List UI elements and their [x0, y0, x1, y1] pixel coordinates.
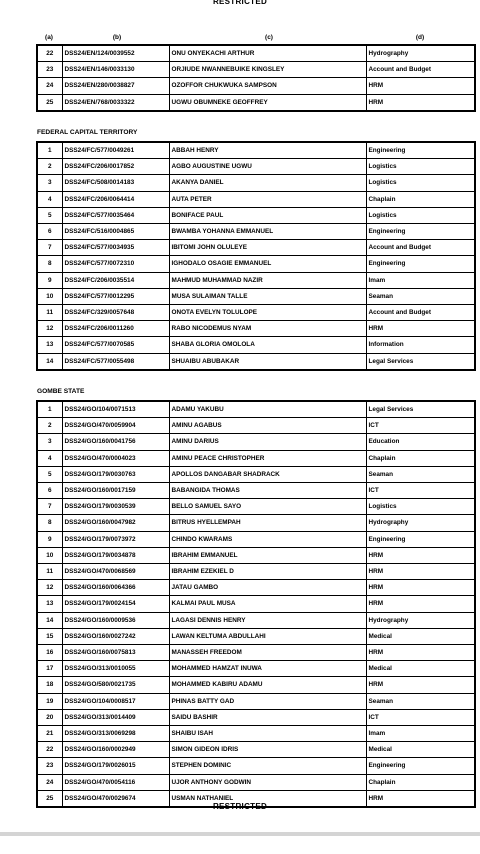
row-number-cell: 3 — [37, 175, 62, 191]
department-cell: HRM — [366, 321, 475, 337]
fct-table — [36, 141, 476, 371]
table-row — [37, 288, 475, 304]
department-cell: Engineering — [366, 531, 475, 547]
full-name-cell: OZOFFOR CHUKWUKA SAMPSON — [169, 78, 366, 94]
table-row — [37, 175, 475, 191]
department-cell: Chaplain — [366, 774, 475, 790]
department-cell: Imam — [366, 726, 475, 742]
department-cell: Education — [366, 434, 475, 450]
full-name-cell: SHUAIBU ABUBAKAR — [169, 353, 366, 370]
service-number-cell: DSS24/GO/179/0073972 — [62, 531, 169, 547]
full-name-cell: AGBO AUGUSTINE UGWU — [169, 159, 366, 175]
table-row — [37, 466, 475, 482]
full-name-cell: MOHAMMED KABIRU ADAMU — [169, 677, 366, 693]
table-row — [37, 191, 475, 207]
full-name-cell: APOLLOS DANGABAR SHADRACK — [169, 466, 366, 482]
section-title-fct: FEDERAL CAPITAL TERRITORY — [37, 129, 138, 136]
service-number-cell: DSS24/GO/470/0004023 — [62, 450, 169, 466]
table-row — [37, 272, 475, 288]
table-row — [37, 240, 475, 256]
service-number-cell: DSS24/GO/160/0002949 — [62, 742, 169, 758]
service-number-cell: DSS24/FC/577/0070585 — [62, 337, 169, 353]
row-number-cell: 13 — [37, 596, 62, 612]
department-cell: Hydrography — [366, 515, 475, 531]
table-row — [37, 159, 475, 175]
table-row — [37, 418, 475, 434]
service-number-cell: DSS24/FC/577/0055498 — [62, 353, 169, 370]
table-row — [37, 401, 475, 418]
service-number-cell: DSS24/GO/179/0034878 — [62, 547, 169, 563]
full-name-cell: SAIDU BASHIR — [169, 709, 366, 725]
full-name-cell: CHINDO KWARAMS — [169, 531, 366, 547]
row-number-cell: 18 — [37, 677, 62, 693]
service-number-cell: DSS24/GO/179/0030539 — [62, 499, 169, 515]
service-number-cell: DSS24/FC/206/0035514 — [62, 272, 169, 288]
gombe-table — [36, 400, 476, 808]
full-name-cell: IBRAHIM EZEKIEL D — [169, 564, 366, 580]
full-name-cell: PHINAS BATTY GAD — [169, 693, 366, 709]
department-cell: Medical — [366, 661, 475, 677]
table-row — [37, 256, 475, 272]
full-name-cell: KALMAI PAUL MUSA — [169, 596, 366, 612]
service-number-cell: DSS24/FC/508/0014183 — [62, 175, 169, 191]
row-number-cell: 14 — [37, 612, 62, 628]
row-number-cell: 24 — [37, 78, 62, 94]
row-number-cell: 10 — [37, 547, 62, 563]
table-row — [37, 515, 475, 531]
table-row — [37, 450, 475, 466]
department-cell: Legal Services — [366, 401, 475, 418]
table-row — [37, 224, 475, 240]
department-cell: Chaplain — [366, 191, 475, 207]
service-number-cell: DSS24/GO/160/0017159 — [62, 483, 169, 499]
service-number-cell: DSS24/FC/206/0017852 — [62, 159, 169, 175]
table-row — [37, 596, 475, 612]
department-cell: HRM — [366, 547, 475, 563]
row-number-cell: 2 — [37, 159, 62, 175]
department-cell: HRM — [366, 790, 475, 807]
table-row — [37, 434, 475, 450]
service-number-cell: DSS24/GO/160/0027242 — [62, 628, 169, 644]
department-cell: HRM — [366, 94, 475, 111]
full-name-cell: BITRUS HYELLEMPAH — [169, 515, 366, 531]
department-cell: HRM — [366, 645, 475, 661]
full-name-cell: IGHODALO OSAGIE EMMANUEL — [169, 256, 366, 272]
full-name-cell: SHAIBU ISAH — [169, 726, 366, 742]
table-row — [37, 758, 475, 774]
department-cell: Chaplain — [366, 450, 475, 466]
full-name-cell: BONIFACE PAUL — [169, 207, 366, 223]
enugu-table-continued — [36, 44, 476, 112]
full-name-cell: AMINU DARIUS — [169, 434, 366, 450]
full-name-cell: AMINU PEACE CHRISTOPHER — [169, 450, 366, 466]
table-row — [37, 612, 475, 628]
service-number-cell: DSS24/EN/280/0038827 — [62, 78, 169, 94]
department-cell: Logistics — [366, 159, 475, 175]
table-row — [37, 531, 475, 547]
row-number-cell: 1 — [37, 401, 62, 418]
full-name-cell: SIMON GIDEON IDRIS — [169, 742, 366, 758]
full-name-cell: MUSA SULAIMAN TALLE — [169, 288, 366, 304]
row-number-cell: 22 — [37, 45, 62, 62]
service-number-cell: DSS24/GO/104/0008517 — [62, 693, 169, 709]
row-number-cell: 2 — [37, 418, 62, 434]
row-number-cell: 19 — [37, 693, 62, 709]
department-cell: ICT — [366, 418, 475, 434]
table-row — [37, 142, 475, 159]
table-row — [37, 62, 475, 78]
row-number-cell: 15 — [37, 628, 62, 644]
row-number-cell: 25 — [37, 94, 62, 111]
service-number-cell: DSS24/GO/160/0047982 — [62, 515, 169, 531]
row-number-cell: 1 — [37, 142, 62, 159]
department-cell: Legal Services — [366, 353, 475, 370]
table-row — [37, 547, 475, 563]
row-number-cell: 6 — [37, 224, 62, 240]
table-row — [37, 580, 475, 596]
department-cell: Medical — [366, 628, 475, 644]
row-number-cell: 11 — [37, 564, 62, 580]
column-header-d: (d) — [415, 34, 425, 41]
table-row — [37, 78, 475, 94]
service-number-cell: DSS24/GO/179/0030763 — [62, 466, 169, 482]
service-number-cell: DSS24/GO/313/0010055 — [62, 661, 169, 677]
department-cell: HRM — [366, 596, 475, 612]
table-row — [37, 207, 475, 223]
service-number-cell: DSS24/EN/146/0033130 — [62, 62, 169, 78]
table-row — [37, 709, 475, 725]
full-name-cell: RABO NICODEMUS NYAM — [169, 321, 366, 337]
department-cell: Seaman — [366, 466, 475, 482]
full-name-cell: BABANGIDA THOMAS — [169, 483, 366, 499]
row-number-cell: 7 — [37, 499, 62, 515]
table-row — [37, 305, 475, 321]
viewer-bottom-bar — [0, 832, 480, 854]
service-number-cell: DSS24/GO/580/0021735 — [62, 677, 169, 693]
table-row — [37, 499, 475, 515]
column-header-c: (c) — [265, 34, 273, 41]
service-number-cell: DSS24/FC/577/0035464 — [62, 207, 169, 223]
section-title-gombe: GOMBE STATE — [37, 388, 85, 395]
full-name-cell: ABBAH HENRY — [169, 142, 366, 159]
department-cell: Account and Budget — [366, 240, 475, 256]
row-number-cell: 10 — [37, 288, 62, 304]
row-number-cell: 11 — [37, 305, 62, 321]
row-number-cell: 14 — [37, 353, 62, 370]
table-row — [37, 94, 475, 111]
department-cell: Seaman — [366, 693, 475, 709]
service-number-cell: DSS24/FC/206/0011260 — [62, 321, 169, 337]
full-name-cell: STEPHEN DOMINIC — [169, 758, 366, 774]
department-cell: ICT — [366, 709, 475, 725]
row-number-cell: 24 — [37, 774, 62, 790]
service-number-cell: DSS24/FC/577/0034935 — [62, 240, 169, 256]
row-number-cell: 4 — [37, 450, 62, 466]
table-row — [37, 45, 475, 62]
table-row — [37, 353, 475, 370]
service-number-cell: DSS24/FC/206/0064414 — [62, 191, 169, 207]
service-number-cell: DSS24/GO/104/0071513 — [62, 401, 169, 418]
table-row — [37, 483, 475, 499]
department-cell: Logistics — [366, 175, 475, 191]
table-row — [37, 321, 475, 337]
full-name-cell: LAGASI DENNIS HENRY — [169, 612, 366, 628]
service-number-cell: DSS24/GO/160/0075813 — [62, 645, 169, 661]
row-number-cell: 5 — [37, 207, 62, 223]
full-name-cell: ORJIUDE NWANNEBUIKE KINGSLEY — [169, 62, 366, 78]
full-name-cell: AKANYA DANIEL — [169, 175, 366, 191]
full-name-cell: MAHMUD MUHAMMAD NAZIR — [169, 272, 366, 288]
service-number-cell: DSS24/FC/577/0049261 — [62, 142, 169, 159]
full-name-cell: ONOTA EVELYN TOLULOPE — [169, 305, 366, 321]
full-name-cell: AUTA PETER — [169, 191, 366, 207]
service-number-cell: DSS24/GO/160/0041756 — [62, 434, 169, 450]
full-name-cell: JATAU GAMBO — [169, 580, 366, 596]
table-row — [37, 774, 475, 790]
department-cell: Account and Budget — [366, 305, 475, 321]
full-name-cell: USMAN NATHANIEL — [169, 790, 366, 807]
classification-header: RESTRICTED — [212, 0, 268, 6]
department-cell: Engineering — [366, 142, 475, 159]
full-name-cell: BWAMBA YOHANNA EMMANUEL — [169, 224, 366, 240]
service-number-cell: DSS24/GO/470/0059904 — [62, 418, 169, 434]
service-number-cell: DSS24/GO/313/0069298 — [62, 726, 169, 742]
row-number-cell: 13 — [37, 337, 62, 353]
service-number-cell: DSS24/FC/329/0057648 — [62, 305, 169, 321]
department-cell: Logistics — [366, 207, 475, 223]
row-number-cell: 3 — [37, 434, 62, 450]
row-number-cell: 8 — [37, 515, 62, 531]
service-number-cell: DSS24/GO/470/0054116 — [62, 774, 169, 790]
full-name-cell: UGWU OBUMNEKE GEOFFREY — [169, 94, 366, 111]
department-cell: Hydrography — [366, 45, 475, 62]
department-cell: Information — [366, 337, 475, 353]
service-number-cell: DSS24/FC/516/0004865 — [62, 224, 169, 240]
department-cell: Engineering — [366, 758, 475, 774]
service-number-cell: DSS24/GO/470/0068569 — [62, 564, 169, 580]
row-number-cell: 20 — [37, 709, 62, 725]
full-name-cell: IBRAHIM EMMANUEL — [169, 547, 366, 563]
row-number-cell: 16 — [37, 645, 62, 661]
row-number-cell: 23 — [37, 62, 62, 78]
service-number-cell: DSS24/GO/179/0024154 — [62, 596, 169, 612]
department-cell: Seaman — [366, 288, 475, 304]
row-number-cell: 21 — [37, 726, 62, 742]
service-number-cell: DSS24/GO/313/0014409 — [62, 709, 169, 725]
row-number-cell: 9 — [37, 272, 62, 288]
department-cell: Engineering — [366, 256, 475, 272]
row-number-cell: 25 — [37, 790, 62, 807]
full-name-cell: LAWAN KELTUMA ABDULLAHI — [169, 628, 366, 644]
row-number-cell: 5 — [37, 466, 62, 482]
table-row — [37, 564, 475, 580]
row-number-cell: 12 — [37, 321, 62, 337]
department-cell: Account and Budget — [366, 62, 475, 78]
department-cell: Logistics — [366, 499, 475, 515]
department-cell: HRM — [366, 564, 475, 580]
service-number-cell: DSS24/FC/577/0072310 — [62, 256, 169, 272]
row-number-cell: 12 — [37, 580, 62, 596]
table-row — [37, 337, 475, 353]
full-name-cell: MOHAMMED HAMZAT INUWA — [169, 661, 366, 677]
full-name-cell: AMINU AGABUS — [169, 418, 366, 434]
department-cell: Medical — [366, 742, 475, 758]
table-row — [37, 693, 475, 709]
full-name-cell: SHABA GLORIA OMOLOLA — [169, 337, 366, 353]
row-number-cell: 9 — [37, 531, 62, 547]
service-number-cell: DSS24/EN/768/0033322 — [62, 94, 169, 111]
row-number-cell: 17 — [37, 661, 62, 677]
department-cell: Hydrography — [366, 612, 475, 628]
row-number-cell: 8 — [37, 256, 62, 272]
full-name-cell: MANASSEH FREEDOM — [169, 645, 366, 661]
department-cell: HRM — [366, 78, 475, 94]
department-cell: ICT — [366, 483, 475, 499]
service-number-cell: DSS24/FC/577/0012295 — [62, 288, 169, 304]
full-name-cell: ONU ONYEKACHI ARTHUR — [169, 45, 366, 62]
classification-footer: RESTRICTED — [212, 802, 268, 811]
table-row — [37, 628, 475, 644]
table-row — [37, 677, 475, 693]
row-number-cell: 6 — [37, 483, 62, 499]
row-number-cell: 23 — [37, 758, 62, 774]
service-number-cell: DSS24/GO/160/0009536 — [62, 612, 169, 628]
column-header-b: (b) — [112, 34, 122, 41]
row-number-cell: 7 — [37, 240, 62, 256]
service-number-cell: DSS24/EN/124/0039552 — [62, 45, 169, 62]
row-number-cell: 22 — [37, 742, 62, 758]
department-cell: Engineering — [366, 224, 475, 240]
full-name-cell: UJOR ANTHONY GODWIN — [169, 774, 366, 790]
full-name-cell: BELLO SAMUEL SAYO — [169, 499, 366, 515]
table-row — [37, 742, 475, 758]
department-cell: HRM — [366, 580, 475, 596]
service-number-cell: DSS24/GO/470/0029674 — [62, 790, 169, 807]
table-row — [37, 645, 475, 661]
row-number-cell: 4 — [37, 191, 62, 207]
full-name-cell: ADAMU YAKUBU — [169, 401, 366, 418]
full-name-cell: IBITOMI JOHN OLULEYE — [169, 240, 366, 256]
department-cell: Imam — [366, 272, 475, 288]
table-row — [37, 726, 475, 742]
service-number-cell: DSS24/GO/179/0026015 — [62, 758, 169, 774]
table-row — [37, 661, 475, 677]
column-header-a: (a) — [45, 34, 53, 41]
service-number-cell: DSS24/GO/160/0064366 — [62, 580, 169, 596]
department-cell: HRM — [366, 677, 475, 693]
column-header-row — [36, 34, 474, 43]
